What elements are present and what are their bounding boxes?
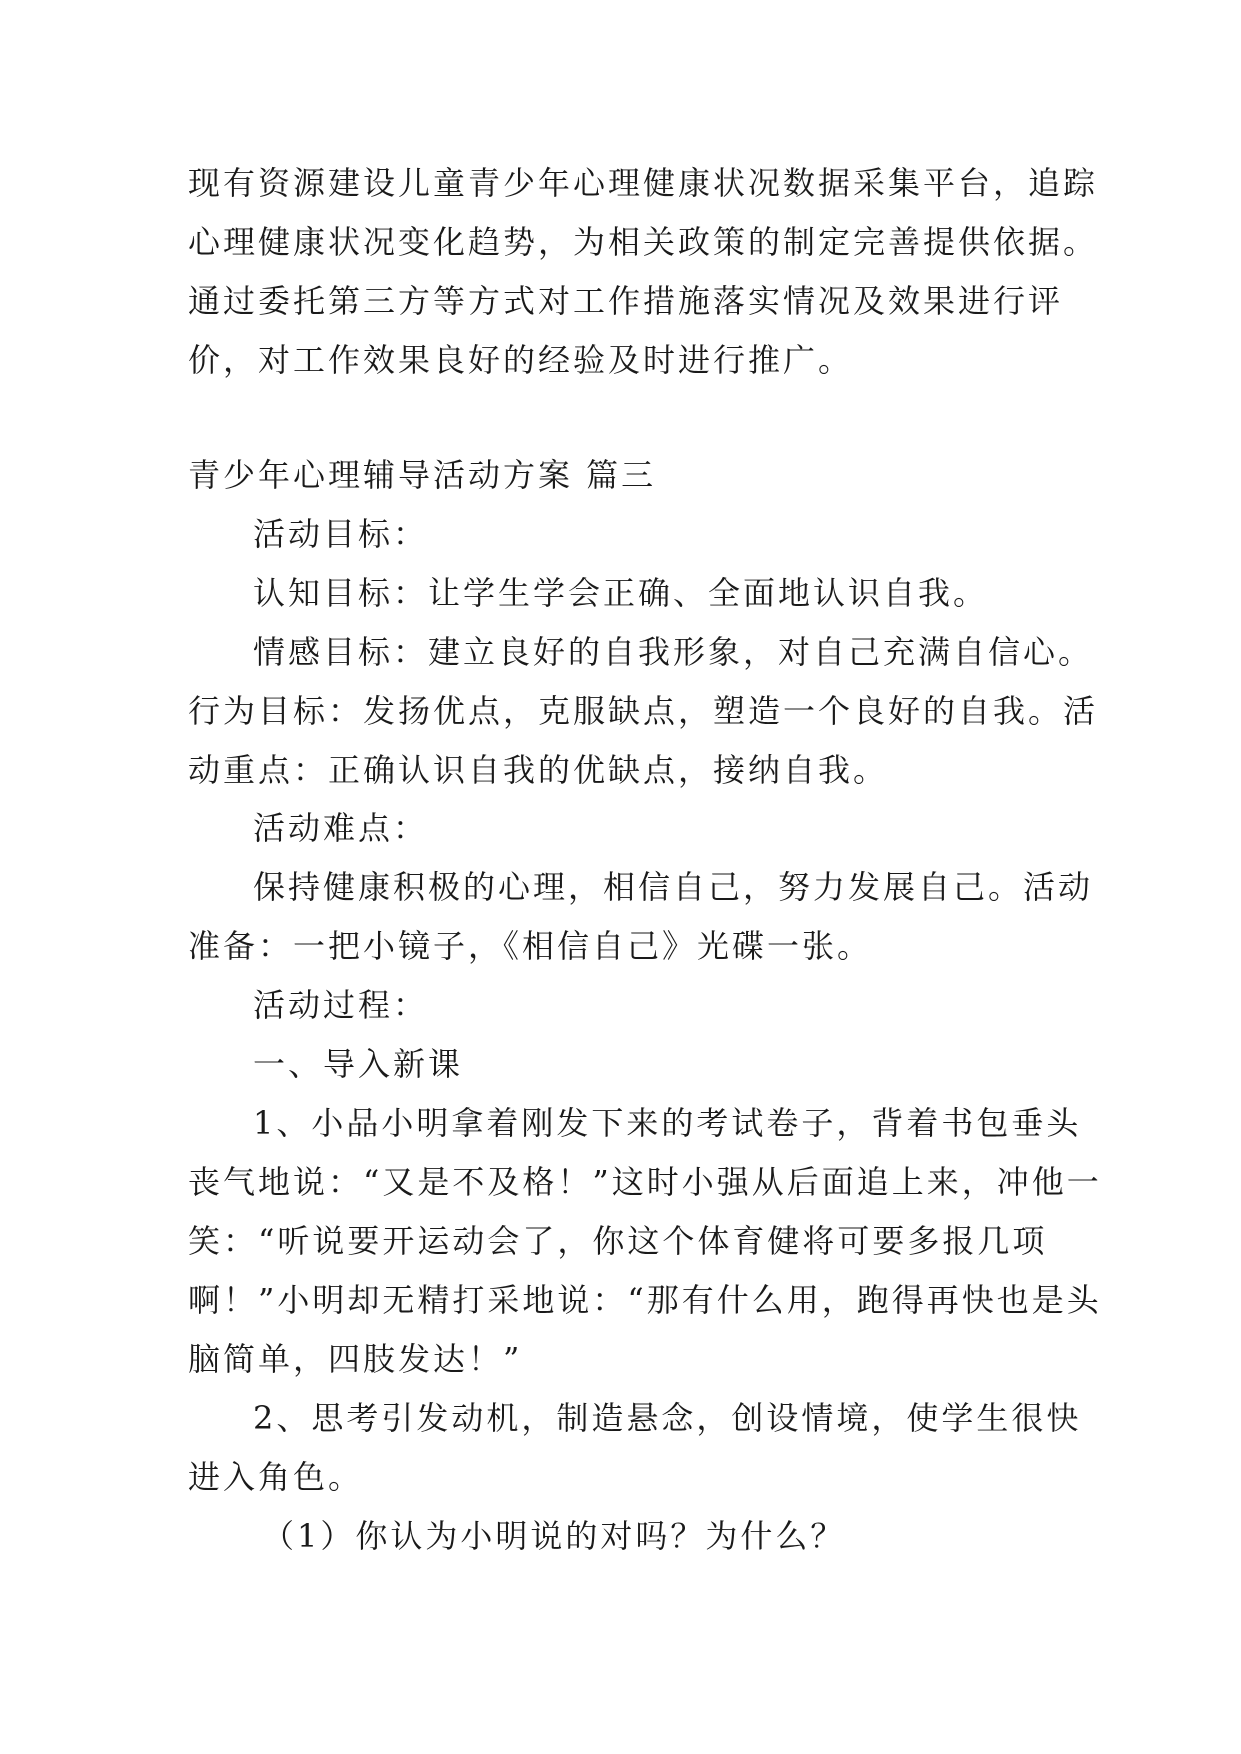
paragraph-line: 活动过程： [253, 986, 429, 1024]
paragraph-line: 啊！”小明却无精打采地说：“那有什么用，跑得再快也是头 [188, 1281, 1102, 1319]
paragraph-line: 活动难点： [253, 809, 429, 847]
section-heading: 青少年心理辅导活动方案 篇三 [188, 456, 657, 494]
paragraph-line: 丧气地说：“又是不及格！”这时小强从后面追上来，冲他一 [188, 1163, 1102, 1201]
paragraph-line: 行为目标：发扬优点，克服缺点，塑造一个良好的自我。活 [188, 692, 1099, 730]
paragraph-line: 一、导入新课 [253, 1045, 464, 1083]
paragraph-line: 心理健康状况变化趋势，为相关政策的制定完善提供依据。 [188, 223, 1099, 261]
paragraph-line: 保持健康积极的心理，相信自己，努力发展自己。活动 [253, 868, 1094, 906]
paragraph-line: 动重点：正确认识自我的优缺点，接纳自我。 [188, 751, 889, 789]
paragraph-line: 通过委托第三方等方式对工作措施落实情况及效果进行评 [188, 282, 1064, 320]
paragraph-line: 现有资源建设儿童青少年心理健康状况数据采集平台，追踪 [188, 164, 1099, 202]
paragraph-line: 活动目标： [253, 515, 429, 553]
paragraph-line: 进入角色。 [188, 1458, 364, 1496]
paragraph-line: 准备：一把小镜子，《相信自己》光碟一张。 [188, 927, 873, 965]
paragraph-line: 价，对工作效果良好的经验及时进行推广。 [188, 341, 854, 379]
paragraph-line: 认知目标：让学生学会正确、全面地认识自我。 [253, 574, 989, 612]
paragraph-line: 2、思考引发动机，制造悬念，创设情境，使学生很快 [253, 1399, 1082, 1437]
paragraph-line: 1、小品小明拿着刚发下来的考试卷子，背着书包垂头 [253, 1104, 1082, 1142]
paragraph-line: 情感目标：建立良好的自我形象，对自己充满自信心。 [253, 633, 1094, 671]
paragraph-line: 脑简单，四肢发达！” [188, 1340, 523, 1378]
paragraph-line: （1）你认为小明说的对吗？为什么？ [262, 1517, 846, 1555]
paragraph-line: 笑：“听说要开运动会了，你这个体育健将可要多报几项 [188, 1222, 1048, 1260]
